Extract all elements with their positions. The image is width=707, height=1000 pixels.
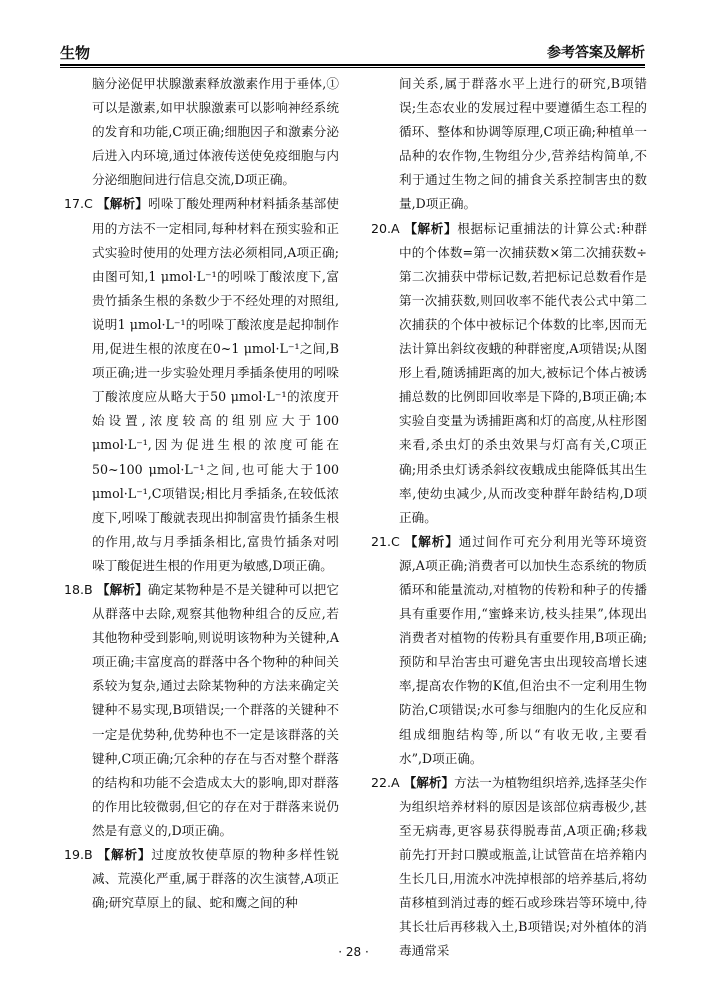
answer-choice: A [391,220,400,236]
answer-item-20 [371,217,647,530]
analysis-text: 方法一为植物组织培养,选择茎尖作为组织培养材料的原因是该部位病毒极少,甚至无病毒,更容易获得脱毒苗,A项正确;移栽前先打开封口膜或瓶盖,让试管苗在培养箱内生长几日,用流水冲洗掉根部的培养基后,将幼苗移植到消过毒的蛭石或珍珠岩等环境中,待其长壮后再移栽入土,B项错误;对外植体的消毒通常采 [399,774,647,959]
question-number: 18. [64,581,85,597]
answer-choice: B [84,847,93,862]
right-column [371,72,647,963]
analysis-text: 通过间作可充分利用光等环境资源,A项正确;消费者可以加快生态系统的物质循环和能量流动,对植物的传粉和种子的传播具有重要作用,“蜜蜂来访,枝头挂果”,体现出消费者对植物的传粉具有重要作用,B项正确;预防和早治害虫可避免害虫出现较高增长速率,提高农作物的K值,但治虫不一定利用生物防治,C项错误;水可参与细胞内的生化反应和组成细胞结构等,所以“有收无收,主要看水”,D项正确。 [399,533,648,766]
question-number: 17. [64,196,85,212]
subject-label: 生物 [60,44,91,62]
question-number: 21. [371,533,392,549]
question-number: 20. [371,220,392,236]
answer-item-19 [64,843,339,915]
analysis-tag: 【解析】 [96,581,148,597]
header-rule-thin [60,67,645,68]
answer-choice: C [84,196,93,212]
continuation-paragraph: 间关系,属于群落水平上进行的研究,B项错误;生态农业的发展过程中要遵循生态工程的循环、整体和协调等原理,C项正确;种植单一品种的农作物,生物组分少,营养结构简单,不利于通过生物之间的捕食关系控制害虫的数量,D项正确。 [399,76,647,212]
header-rule [60,64,645,66]
analysis-text: 吲哚丁酸处理两种材料插条基部使用的方法不一定相同,每种材料在预实验和正式实验时使用的处理方法必须相同,A项正确;由图可知,1 μmol·L⁻¹的吲哚丁酸浓度下,富贵竹插条生根的条数少于不经处理的对照组,说明1 μmol·L⁻¹的吲哚丁酸浓度是起抑制作用,促进生根的浓度在0~1 μmol·L⁻¹之间,B项正确;进一步实验处理月季插条使用的吲哚丁酸浓度应从略大于50 μmol·L⁻¹的浓度开始设置,浓度较高的组别应大于100 μmol·L⁻¹,因为促进生根的浓度可能在50~100 μmol·L⁻¹之间,也可能大于100 μmol·L⁻¹,C项错误;相比月季插条,在较低浓度下,吲哚丁酸就表现出抑制富贵竹插条生根的作用,故与月季插条相比,富贵竹插条对吲哚丁酸促进生根的作用更为敏感,D项正确。 [92,196,339,573]
page-header [60,42,645,64]
question-number: 22. [371,774,392,790]
analysis-tag: 【解析】 [404,220,458,236]
answer-choice: B [84,581,93,597]
answer-choice: C [391,533,400,549]
header-title: 参考答案及解析 [547,45,645,61]
analysis-text: 根据标记重捕法的计算公式:种群中的个体数=第一次捕获数×第二次捕获数÷第二次捕获中带标记数,若把标记总数看作是第一次捕获数,则回收率不能代表公式中第二次捕获的个体中被标记个体数的比率,因而无法计算出斜纹夜蛾的种群密度,A项错误;从图形上看,随诱捕距离的加大,被标记个体占被诱捕总数的比例即回收率是下降的,B项正确;本实验自变量为诱捕距离和灯的高度,从柱形图来看,杀虫灯的杀虫效果与灯高有关,C项正确;用杀虫灯诱杀斜纹夜蛾成虫能降低其出生率,使幼虫减少,从而改变种群年龄结构,D项正确。 [399,220,647,525]
analysis-tag: 【解析】 [403,774,455,790]
answer-choice: A [391,774,400,790]
left-column [64,72,339,915]
answer-item-17 [64,192,339,578]
answer-item-21 [371,530,647,771]
analysis-text: 确定某物种是不是关键种可以把它从群落中去除,观察其他物种组合的反应,若其他物种受到影响,则说明该物种为关键种,A项正确;丰富度高的群落中各个物种的种间关系较为复杂,通过去除某物种的方法来确定关键种不易实现,B项错误;一个群落的关键种不一定是优势种,优势种也不一定是该群落的关键种,C项正确;冗余种的存在与否对整个群落的结构和功能不会造成太大的影响,即对群落的作用比较微弱,但它的存在对于群落来说仍然是有意义的,D项正确。 [92,581,339,838]
answer-item-22 [371,771,647,964]
analysis-text: 过度放牧使草原的物种多样性锐减、荒漠化严重,属于群落的次生演替,A项正确;研究草原上的鼠、蛇和鹰之间的种 [92,847,340,911]
analysis-tag: 【解析】 [96,196,148,212]
analysis-tag: 【解析】 [404,533,459,549]
page-number: · 28 · [338,945,369,959]
answer-item-18 [64,578,339,843]
continuation-paragraph: 脑分泌促甲状腺激素释放激素作用于垂体,①可以是激素,如甲状腺激素可以影响神经系统的发育和功能,C项正确;细胞因子和激素分泌后进入内环境,通过体液传送使免疫细胞与内分泌细胞间进行信息交流,D项正确。 [92,76,339,188]
question-number: 19. [64,847,85,862]
analysis-tag: 【解析】 [97,847,152,862]
